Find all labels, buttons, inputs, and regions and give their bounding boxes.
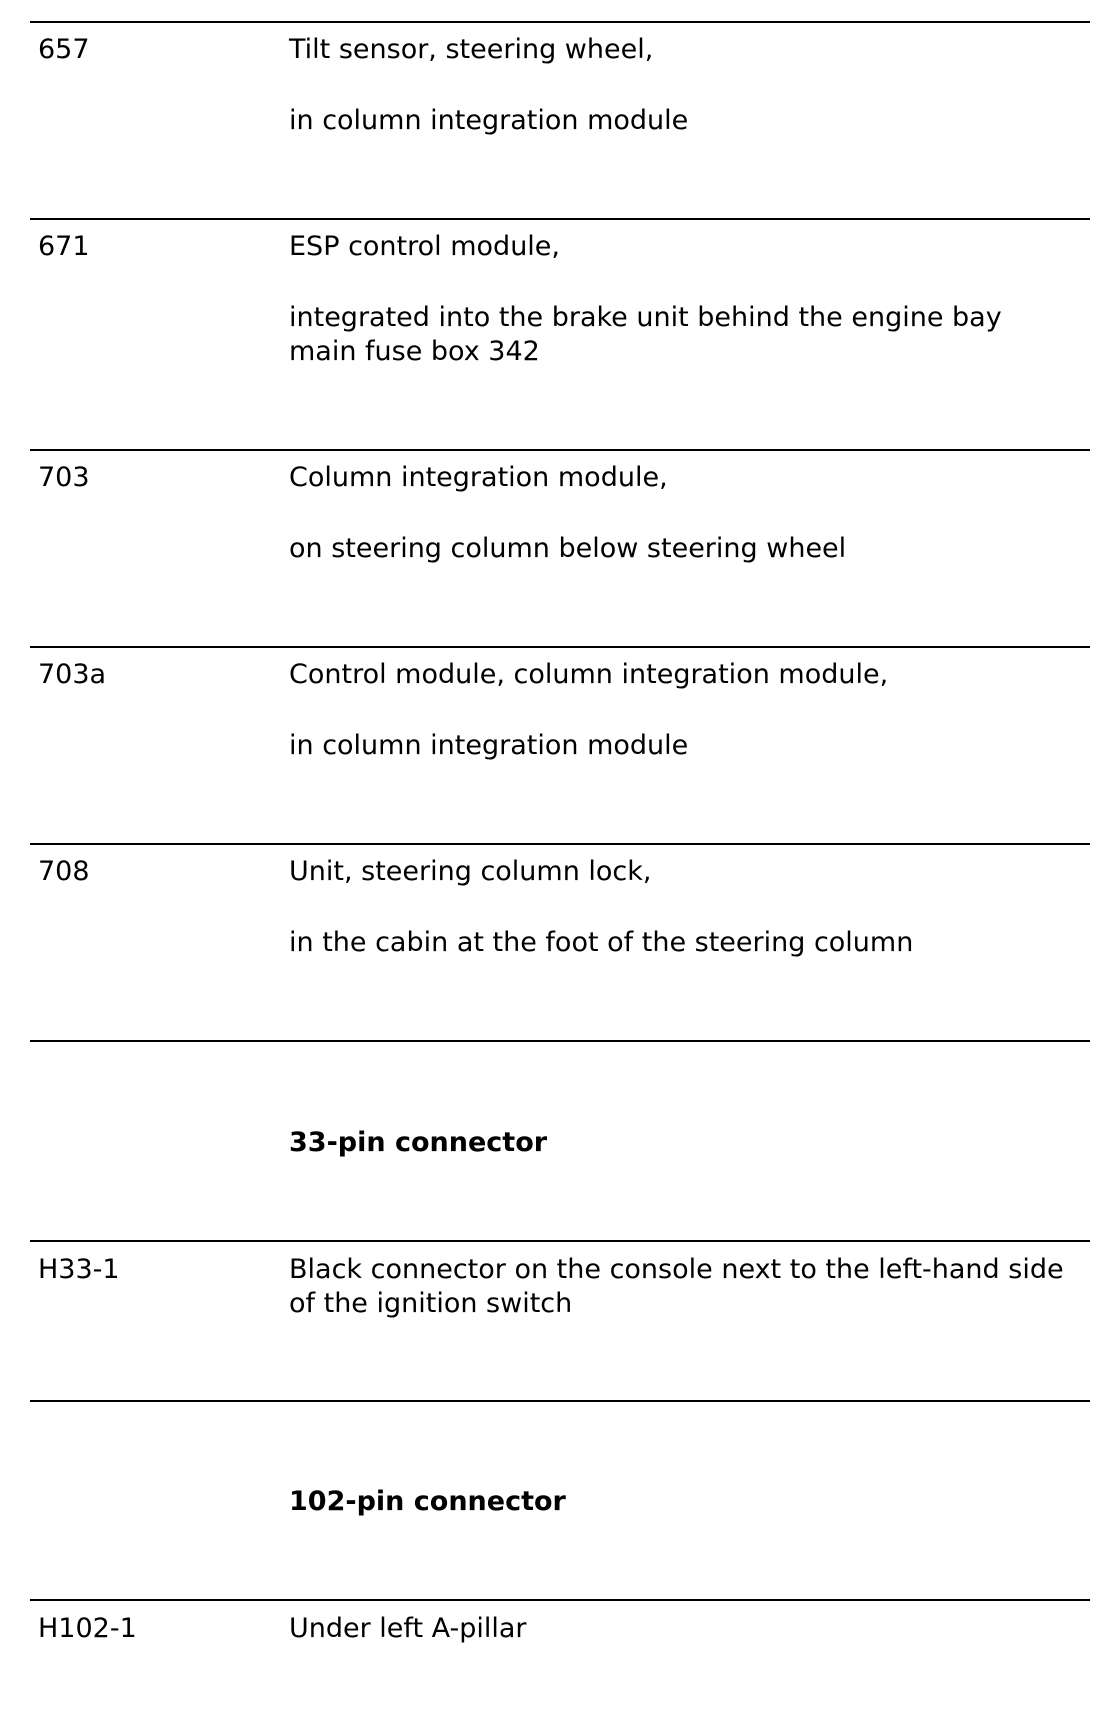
section-heading: 33-pin connector (289, 1127, 548, 1158)
table-divider (30, 646, 1090, 648)
table-divider (30, 1400, 1090, 1402)
component-code: 657 (38, 34, 90, 65)
connector-location: Black connector on the console next to the left-hand side of the ignition switch (289, 1254, 1064, 1320)
component-code: 708 (38, 856, 90, 887)
section-heading: 102-pin connector (289, 1486, 566, 1517)
table-divider (30, 1240, 1090, 1242)
component-location: in the cabin at the foot of the steering column (289, 927, 914, 958)
component-code: 671 (38, 231, 90, 262)
component-title: Control module, column integration module, (289, 659, 889, 690)
table-divider (30, 21, 1090, 23)
component-title: Column integration module, (289, 462, 668, 493)
component-location: on steering column below steering wheel (289, 533, 847, 564)
table-divider (30, 843, 1090, 845)
component-title: Tilt sensor, steering wheel, (289, 34, 654, 65)
connector-code: H33-1 (38, 1254, 120, 1285)
connector-code: H102-1 (38, 1613, 137, 1644)
connector-location: Under left A-pillar (289, 1613, 527, 1644)
component-location: in column integration module (289, 730, 689, 761)
component-code: 703 (38, 462, 90, 493)
component-code: 703a (38, 659, 107, 690)
table-divider (30, 1040, 1090, 1042)
component-location: in column integration module (289, 105, 689, 136)
table-divider (30, 218, 1090, 220)
table-divider (30, 449, 1090, 451)
component-title: ESP control module, (289, 231, 561, 262)
component-location: integrated into the brake unit behind the engine bay main fuse box 342 (289, 302, 1002, 368)
component-title: Unit, steering column lock, (289, 856, 652, 887)
table-divider (30, 1599, 1090, 1601)
